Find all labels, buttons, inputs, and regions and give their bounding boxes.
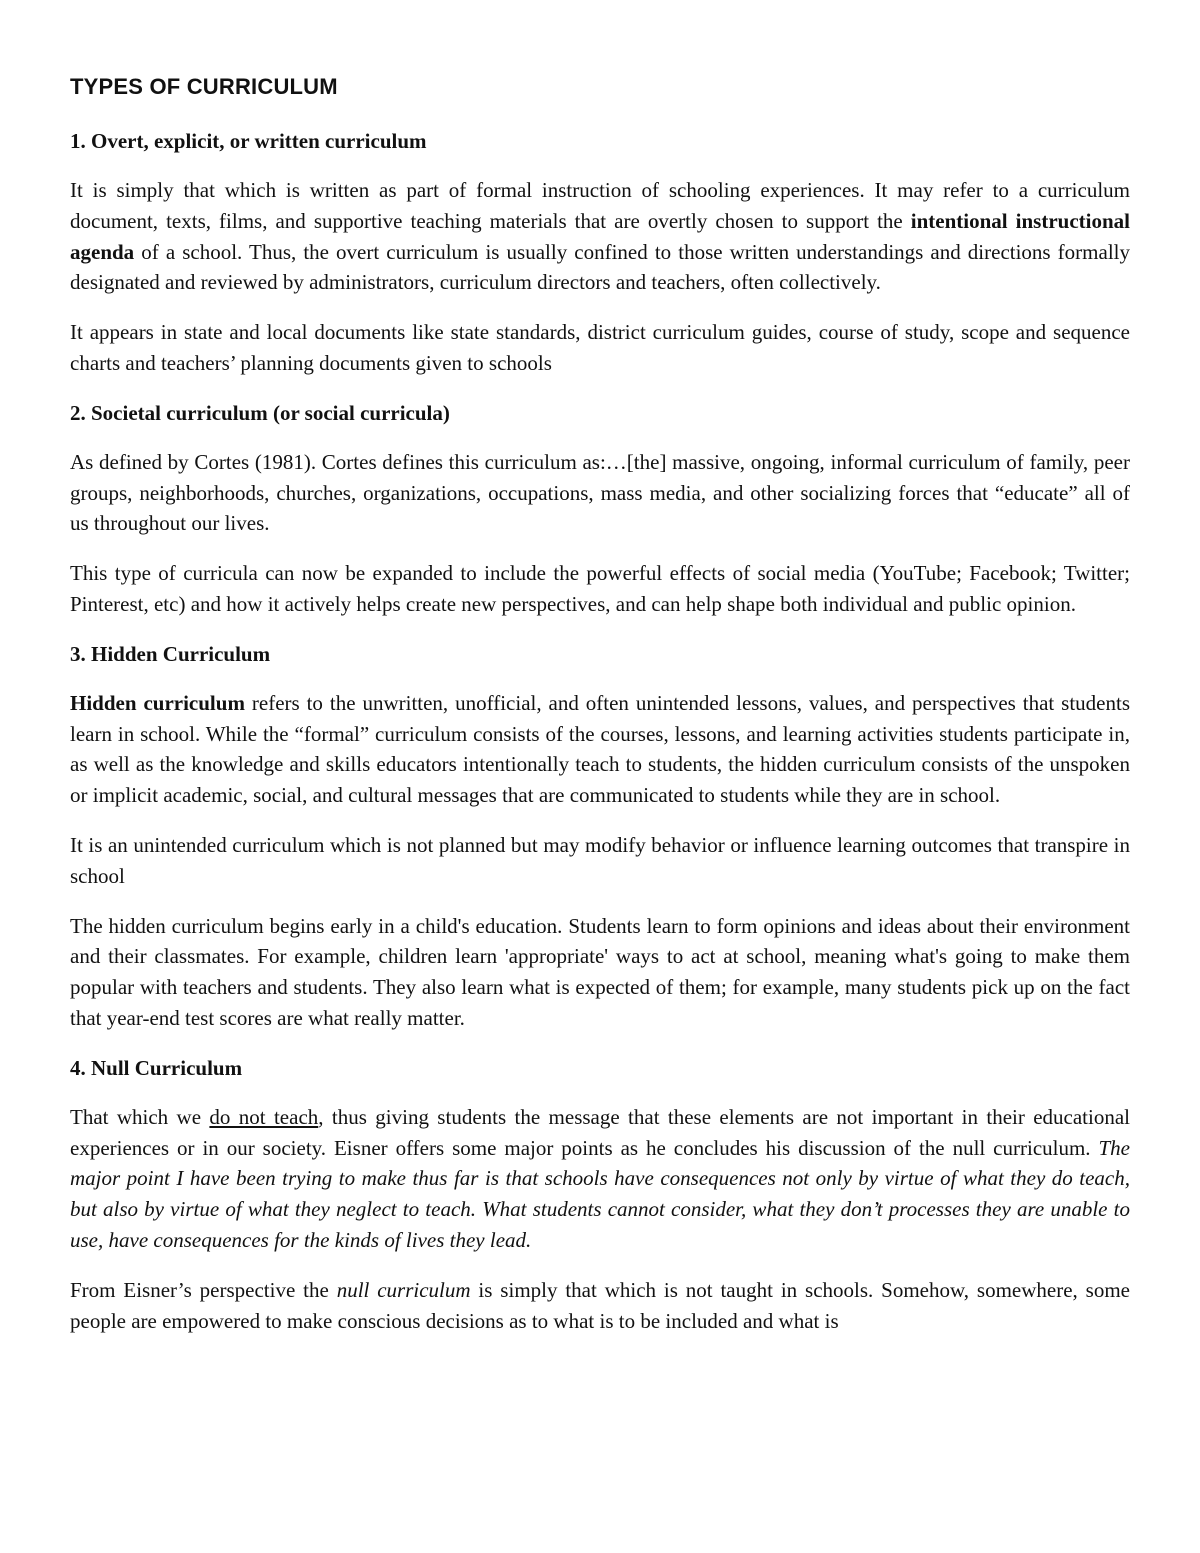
- italic-phrase: null curriculum: [336, 1277, 471, 1302]
- section-heading-hidden: 3. Hidden Curriculum: [70, 641, 271, 666]
- document-title: TYPES OF CURRICULUM: [70, 74, 338, 99]
- text-run: , thus giving students the message that these elements are not important in their educational experiences or in our society. Eisner offers some major points as he concludes his discussion of the null curriculum.: [70, 1104, 1130, 1160]
- bold-phrase: Hidden curriculum: [70, 690, 245, 715]
- text-run: That which we: [70, 1104, 210, 1129]
- italic-quote: The major point I have been trying to make thus far is that schools have consequences not only by virtue of what they do teach, but also by virtue of what they neglect to teach. What students cannot consider, what they don’t processes they are unable to use, have consequences for the kinds of lives they lead.: [70, 1135, 1130, 1252]
- section-heading-overt: 1. Overt, explicit, or written curriculum: [70, 129, 427, 153]
- paragraph-null-eisner: [70, 1275, 1130, 1337]
- text-run: is simply that which is not taught in schools. Somehow, somewhere, some people are empowered to make conscious decisions as to what is to be included and what is: [70, 1277, 1130, 1333]
- document-page: [70, 72, 1130, 1355]
- section-heading-societal: 2. Societal curriculum (or social curricula): [70, 400, 450, 425]
- text-run: From Eisner’s perspective the: [70, 1277, 337, 1302]
- paragraph-hidden-early: The hidden curriculum begins early in a child's education. Students learn to form opinions and ideas about their environment and their classmates. For example, children learn 'appropriate' ways to act at school, meaning what's going to make them popular with teachers and students. They also learn what is expected of them; for example, many students pick up on the fact that year-end test scores are what really matter.: [70, 913, 1130, 1030]
- paragraph-hidden-definition: [70, 688, 1130, 811]
- paragraph-overt-documents: It appears in state and local documents like state standards, district curriculum guides, course of study, scope and sequence charts and teachers’ planning documents given to schools: [70, 320, 1130, 375]
- paragraph-hidden-unintended: It is an unintended curriculum which is not planned but may modify behavior or influence learning outcomes that transpire in school: [70, 832, 1130, 888]
- text-run: of a school. Thus, the overt curriculum is usually confined to those written understandings and directions formally designated and reviewed by administrators, curriculum directors and teachers, often collectively.: [70, 239, 1130, 295]
- paragraph-societal-social-media: This type of curricula can now be expanded to include the powerful effects of social media (YouTube; Facebook; Twitter; Pinterest, etc) and how it actively helps create new perspectives, and can help shape both individual and public opinion.: [70, 561, 1130, 616]
- section-heading-null: 4. Null Curriculum: [70, 1055, 243, 1080]
- paragraph-null-definition: [70, 1102, 1130, 1256]
- paragraph-overt-definition: [70, 175, 1130, 298]
- text-run: refers to the unwritten, unofficial, and often unintended lessons, values, and perspectives that students learn in school. While the “formal” curriculum consists of the courses, lessons, and learning activities students participate in, as well as the knowledge and skills educators intentionally teach to students, the hidden curriculum consists of the unspoken or implicit academic, social, and cultural messages that are communicated to students while they are in school.: [70, 690, 1131, 808]
- text-run: It is simply that which is written as part of formal instruction of schooling experiences. It may refer to a curriculum document, texts, films, and supportive teaching materials that are overtly chosen to support the: [70, 178, 1130, 233]
- underlined-phrase: do not teach: [209, 1104, 319, 1129]
- paragraph-societal-definition: As defined by Cortes (1981). Cortes defines this curriculum as:…[the] massive, ongoing, informal curriculum of family, peer groups, neighborhoods, churches, organizations, occupations, mass media, and other socializing forces that “educate” all of us throughout our lives.: [70, 449, 1130, 536]
- bold-phrase: intentional instructional agenda: [70, 208, 1130, 264]
